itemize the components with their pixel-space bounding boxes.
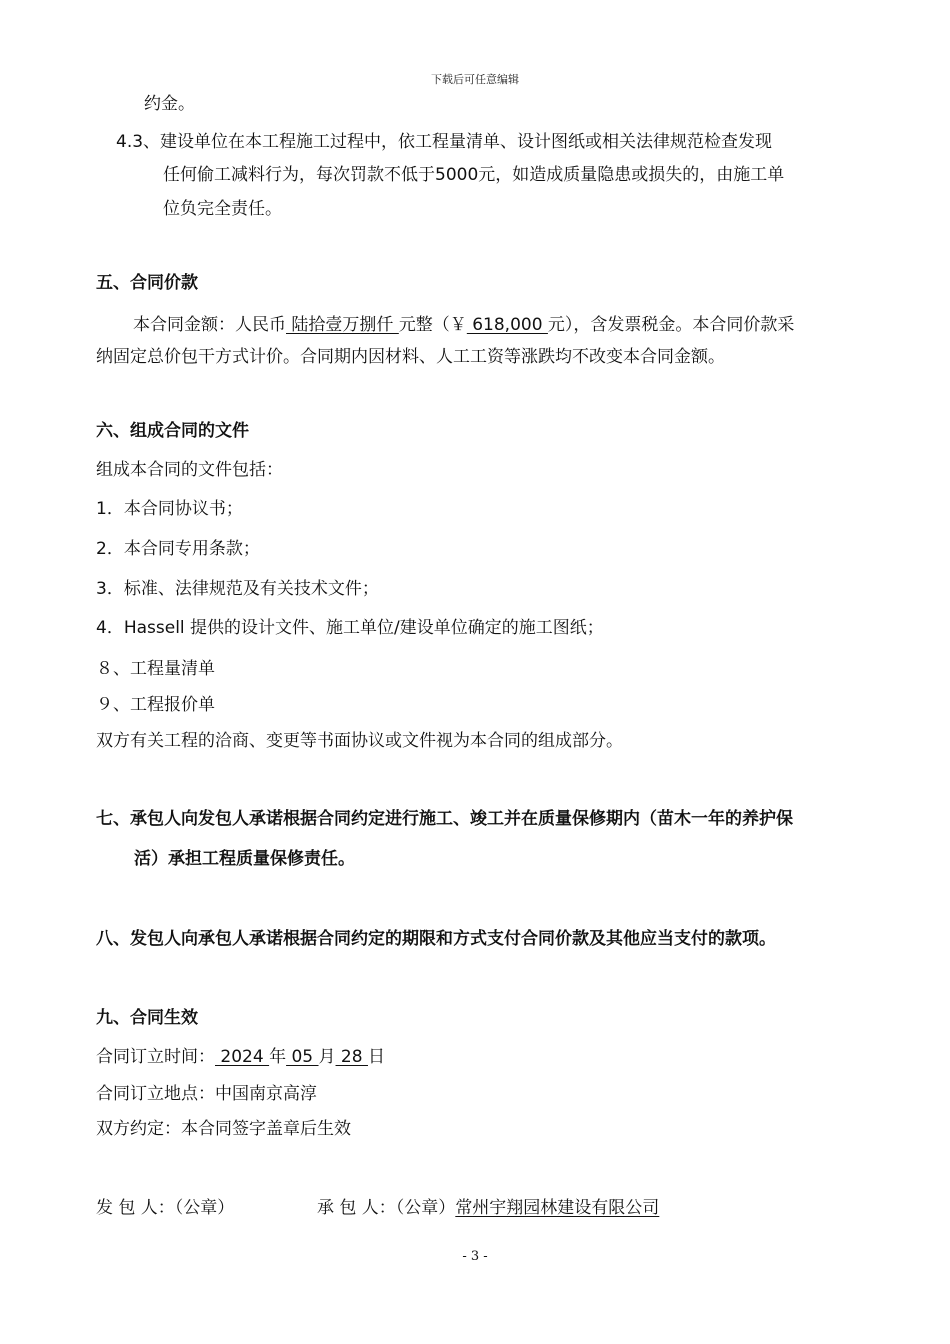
signing-date-label: 合同订立时间： bbox=[96, 1047, 215, 1067]
clause-4-3-line2: 任何偷工减料行为，每次罚款不低于5000元，如造成质量隐患或损失的，由施工单 bbox=[163, 165, 785, 185]
amount-number: 618,000 bbox=[466, 315, 548, 335]
effectiveness-agreement: 双方约定：本合同签字盖章后生效 bbox=[96, 1119, 351, 1139]
employer-signature: 发 包 人：（公章） bbox=[96, 1198, 235, 1218]
page-number: - 3 - bbox=[462, 1249, 488, 1264]
document-item: 1．本合同协议书； bbox=[96, 499, 243, 519]
section8-line: 八、发包人向承包人承诺根据合同约定的期限和方式支付合同价款及其他应当支付的款项。 bbox=[96, 929, 776, 949]
document-item: 2．本合同专用条款； bbox=[96, 539, 260, 559]
day-unit: 日 bbox=[367, 1047, 385, 1067]
amount-mid: 元整（￥ bbox=[398, 315, 467, 335]
signing-date-line bbox=[96, 1045, 385, 1069]
month-unit: 月 bbox=[318, 1047, 336, 1067]
documents-intro: 组成本合同的文件包括： bbox=[96, 460, 283, 480]
signing-year: 2024 bbox=[215, 1047, 270, 1067]
section6-heading: 六、组成合同的文件 bbox=[96, 421, 249, 441]
section5-heading: 五、合同价款 bbox=[96, 273, 198, 293]
amount-prefix: 本合同金额：人民币 bbox=[133, 315, 286, 335]
contract-amount-line bbox=[133, 313, 794, 337]
section9-heading: 九、合同生效 bbox=[96, 1008, 198, 1028]
clause-4-3-line3: 位负完全责任。 bbox=[163, 199, 282, 219]
year-unit: 年 bbox=[269, 1047, 287, 1067]
documents-closing: 双方有关工程的洽商、变更等书面协议或文件视为本合同的组成部分。 bbox=[96, 731, 623, 751]
pricing-method-line: 纳固定总价包干方式计价。合同期内因材料、人工工资等涨跌均不改变本合同金额。 bbox=[96, 347, 725, 367]
section7-line1: 七、承包人向发包人承诺根据合同约定进行施工、竣工并在质量保修期内（苗木一年的养护保 bbox=[96, 809, 793, 829]
amount-suffix: 元），含发票税金。本合同价款采 bbox=[547, 315, 795, 335]
page-header-note: 下载后可任意编辑 bbox=[431, 73, 519, 86]
document-item: ８、工程量清单 bbox=[96, 659, 215, 679]
clause-4-3-line1: 4.3、建设单位在本工程施工过程中，依工程量清单、设计图纸或相关法律规范检查发现 bbox=[116, 132, 773, 152]
section4-fragment: 约金。 bbox=[144, 94, 195, 114]
signing-day: 28 bbox=[335, 1047, 368, 1067]
contractor-name: 常州宇翔园林建设有限公司 bbox=[455, 1198, 660, 1218]
signing-month: 05 bbox=[286, 1047, 319, 1067]
section7-line2: 活）承担工程质量保修责任。 bbox=[134, 849, 355, 869]
document-item: 3．标准、法律规范及有关技术文件； bbox=[96, 579, 379, 599]
contractor-signature bbox=[317, 1196, 659, 1220]
document-item: 4．Hassell 提供的设计文件、施工单位/建设单位确定的施工图纸； bbox=[96, 618, 604, 638]
signing-place: 合同订立地点：中国南京高淳 bbox=[96, 1084, 317, 1104]
contractor-label: 承 包 人：（公章） bbox=[317, 1198, 456, 1218]
amount-in-words: 陆拾壹万捌仟 bbox=[286, 315, 399, 335]
document-item: ９、工程报价单 bbox=[96, 695, 215, 715]
